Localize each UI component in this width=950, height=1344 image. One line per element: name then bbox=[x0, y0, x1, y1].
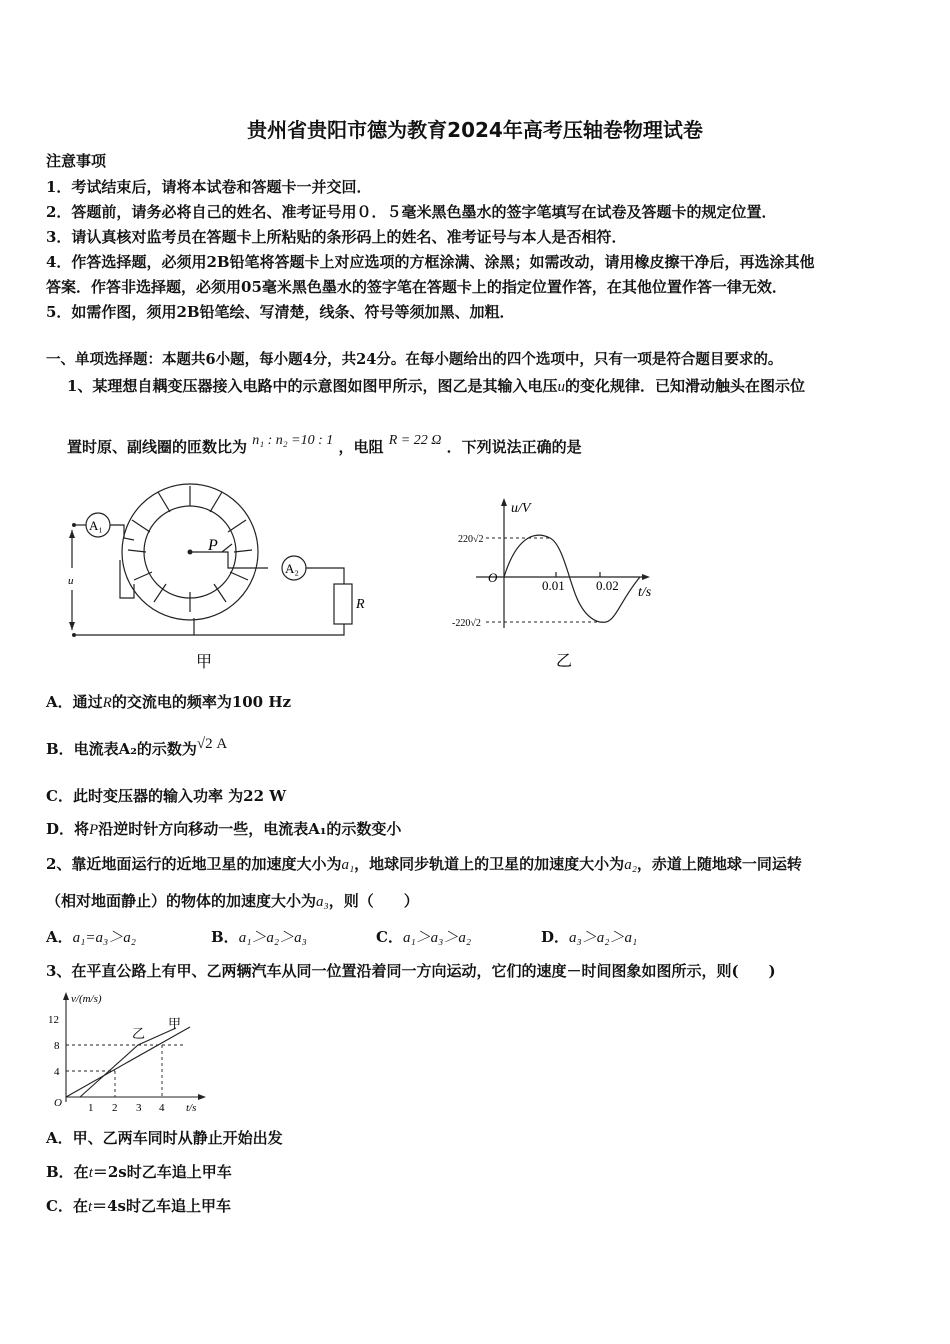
q3-option-b: B．在t＝2s时乙车追上甲车 bbox=[46, 1163, 232, 1181]
graph-x-label: t/s bbox=[186, 1102, 197, 1114]
notice-heading: 注意事项 bbox=[46, 152, 107, 170]
y-tick-8: 8 bbox=[54, 1040, 60, 1052]
y-tick-12: 12 bbox=[48, 1014, 59, 1026]
notice-item-4: 4．作答选择题，必须用2B铅笔将答题卡上对应选项的方框涂满、涂黑；如需改动，请用橡皮擦干净后，再选涂其他 bbox=[46, 253, 815, 271]
y-axis-label: u/V bbox=[511, 501, 531, 516]
q1-option-d: D．将P沿逆时针方向移动一些，电流表A₁的示数变小 bbox=[46, 820, 402, 838]
q3-stem: 3、在平直公路上有甲、乙两辆汽车从同一位置沿着同一方向运动，它们的速度－时间图象如图所示，则( ) bbox=[46, 962, 776, 980]
x-tick-1: 0.01 bbox=[542, 578, 565, 593]
section-heading: 一、单项选择题：本题共6小题，每小题4分，共24分。在每小题给出的四个选项中，只有一项是符合题目要求的。 bbox=[46, 351, 783, 368]
input-voltage-label: u bbox=[68, 575, 74, 587]
x-tick-2: 0.02 bbox=[596, 578, 619, 593]
q2-stem-line2: （相对地面静止）的物体的加速度大小为a₃，则（ ） bbox=[46, 892, 419, 910]
x-tick-2: 2 bbox=[112, 1102, 118, 1114]
x-axis-label: t/s bbox=[638, 585, 652, 600]
page-title: 贵州省贵阳市德为教育2024年高考压轴卷物理试卷 bbox=[247, 118, 703, 142]
fig-a-caption: 甲 bbox=[196, 654, 213, 671]
ratio-formula: n₁ : n₂ =10 : 1 bbox=[252, 433, 334, 448]
fig-b-caption: 乙 bbox=[556, 653, 573, 670]
x-tick-4: 4 bbox=[159, 1102, 165, 1114]
sine-curve bbox=[504, 535, 640, 622]
origin-label: O bbox=[488, 570, 498, 585]
q2-option-d: D．a₃＞a₂＞a₁ bbox=[541, 928, 638, 946]
slider-label: P bbox=[208, 537, 218, 554]
q1-option-b: B．电流表A₂的示数为√2 A bbox=[46, 736, 228, 758]
label-yi: 乙 bbox=[132, 1026, 146, 1041]
ammeter-a2-label: A₂ bbox=[285, 561, 299, 576]
q1-option-a: A．通过R的交流电的频率为100 Hz bbox=[46, 693, 292, 711]
q1-option-c: C．此时变压器的输入功率 为22 W bbox=[46, 787, 287, 805]
q2-option-c: C．a₁＞a₃＞a₂ bbox=[376, 928, 472, 946]
notice-item-2: 2．答题前，请务必将自己的姓名、准考证号用０．５毫米黑色墨水的签字笔填写在试卷及答题卡的规定位置． bbox=[46, 203, 777, 221]
graph-y-label: v/(m/s) bbox=[71, 993, 102, 1005]
notice-item-1: 1．考试结束后，请将本试卷和答题卡一并交回． bbox=[46, 178, 372, 196]
y-max-label: 220√2 bbox=[458, 534, 484, 545]
x-tick-3: 3 bbox=[136, 1102, 142, 1114]
label-jia: 甲 bbox=[168, 1016, 182, 1031]
voltage-waveform bbox=[452, 496, 686, 686]
resistor-label: R bbox=[356, 597, 365, 612]
resistor bbox=[334, 584, 352, 624]
graph-origin: O bbox=[54, 1097, 62, 1109]
q3-option-a: A．甲、乙两车同时从静止开始出发 bbox=[46, 1129, 283, 1147]
x-tick-1: 1 bbox=[88, 1102, 94, 1114]
notice-item-5: 5．如需作图，须用2B铅笔绘、写清楚，线条、符号等须加黑、加粗． bbox=[46, 303, 515, 321]
q2-option-b: B．a₁＞a₂＞a₃ bbox=[211, 928, 307, 946]
circuit-diagram bbox=[62, 480, 382, 680]
q1-stem-line2: 置时原、副线圈的匝数比为 n₁ : n₂ =10 : 1 ，电阻 R = 22 Ω ．下列说法正确的是 bbox=[67, 433, 582, 456]
y-min-label: -220√2 bbox=[452, 618, 481, 629]
notice-item-4-cont: 答案．作答非选择题，必须用05毫米黑色墨水的签字笔在答题卡上的指定位置作答，在其他位置作答一律无效． bbox=[46, 278, 787, 296]
y-tick-4: 4 bbox=[54, 1066, 60, 1078]
resistance-formula: R = 22 Ω bbox=[388, 433, 442, 448]
q3-option-c: C．在t＝4s时乙车追上甲车 bbox=[46, 1197, 232, 1215]
ammeter-a1-label: A₁ bbox=[89, 518, 103, 533]
notice-item-3: 3．请认真核对监考员在答题卡上所粘贴的条形码上的姓名、准考证号与本人是否相符． bbox=[46, 228, 627, 246]
q1-stem-line1: 1、某理想自耦变压器接入电路中的示意图如图甲所示，图乙是其输入电压u的变化规律．已知滑动触头在图示位 bbox=[67, 377, 805, 395]
q2-stem-line1: 2、靠近地面运行的近地卫星的加速度大小为a₁，地球同步轨道上的卫星的加速度大小为a₂，赤道上随地球一同运转 bbox=[46, 855, 802, 873]
velocity-time-graph bbox=[40, 990, 210, 1120]
line-jia bbox=[66, 1027, 190, 1097]
q2-option-a: A．a₁=a₃＞a₂ bbox=[46, 928, 136, 946]
